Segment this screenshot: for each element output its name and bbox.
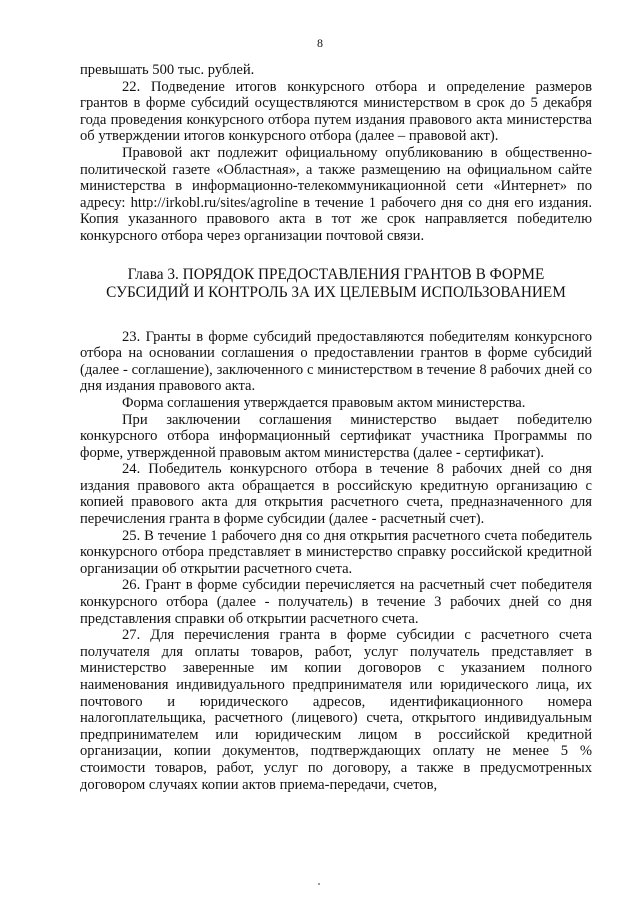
paragraph-23: 23. Гранты в форме субсидий предоставляются победителям конкурсного отбора на основании соглашения о предоставлении грантов в форме субсидий (далее - соглашение), заключенного с министерством в течение 8 рабочих дней со дня издания правового акта.	[80, 328, 592, 395]
paragraph-continuation: превышать 500 тыс. рублей.	[80, 62, 255, 78]
document-body	[80, 62, 592, 793]
paragraph-legal-act-publication: Правовой акт подлежит официальному опубликованию в общественно-политической газете «Областная», а также размещению на официальном сайте министерства в информационно-телекоммуникационной сети «Интернет» по адресу: http://irkobl.ru/sites/agroline в течение 1 рабочего дня со дня его издания. Копия указанного правового акта в тот же срок направляется победителю конкурсного отбора через организации почтовой связи.	[80, 144, 592, 244]
paragraph-27: 27. Для перечисления гранта в форме субсидии с расчетного счета получателя для оплаты товаров, работ, услуг получатель представляет в министерство заверенные им копии договоров с указанием полного наименования индивидуального предпринимателя или юридического лица, их почтового и юридического адресов, идентификационного номера налогоплательщика, расчетного (лицевого) счета, открытого индивидуальным предпринимателем или юридическим лицом в российской кредитной организации, копии документов, подтверждающих оплату не менее 5 % стоимости товаров, работ, услуг по договору, а также в предусмотренных договором случаях копии актов приема-передачи, счетов,	[80, 627, 592, 793]
paragraph-agreement-form: Форма соглашения утверждается правовым актом министерства.	[122, 394, 526, 411]
paragraph-24: 24. Победитель конкурсного отбора в течение 8 рабочих дней со дня издания правового акта обращается в российскую кредитную организацию с копией правового акта для открытия расчетного счета, предназначенного для перечисления гранта в форме субсидии (далее - расчетный счет).	[80, 461, 592, 528]
paragraph-26: 26. Грант в форме субсидии перечисляется на расчетный счет победителя конкурсного отбора (далее - получатель) в течение 3 рабочих дней со дня представления справки об открытии расчетного счета.	[80, 577, 592, 627]
scan-speck	[318, 883, 320, 885]
paragraph-22: 22. Подведение итогов конкурсного отбора и определение размеров грантов в форме субсидий осуществляются министерством в срок до 5 декабря года проведения конкурсного отбора путем издания правового акта министерства об утверждении итогов конкурсного отбора (далее – правовой акт).	[80, 78, 592, 145]
chapter-heading: Глава 3. ПОРЯДОК ПРЕДОСТАВЛЕНИЯ ГРАНТОВ В ФОРМЕ СУБСИДИЙ И КОНТРОЛЬ ЗА ИХ ЦЕЛЕВЫМ ИСПОЛЬЗОВАНИЕМ	[106, 265, 566, 302]
page-number: 8	[317, 36, 323, 50]
paragraph-25: 25. В течение 1 рабочего дня со дня открытия расчетного счета победитель конкурсного отбора представляет в министерство справку российской кредитной организации об открытии расчетного счета.	[80, 527, 592, 577]
paragraph-certificate: При заключении соглашения министерство выдает победителю конкурсного отбора информационный сертификат участника Программы по форме, утвержденной правовым актом министерства (далее - сертификат).	[80, 411, 592, 461]
